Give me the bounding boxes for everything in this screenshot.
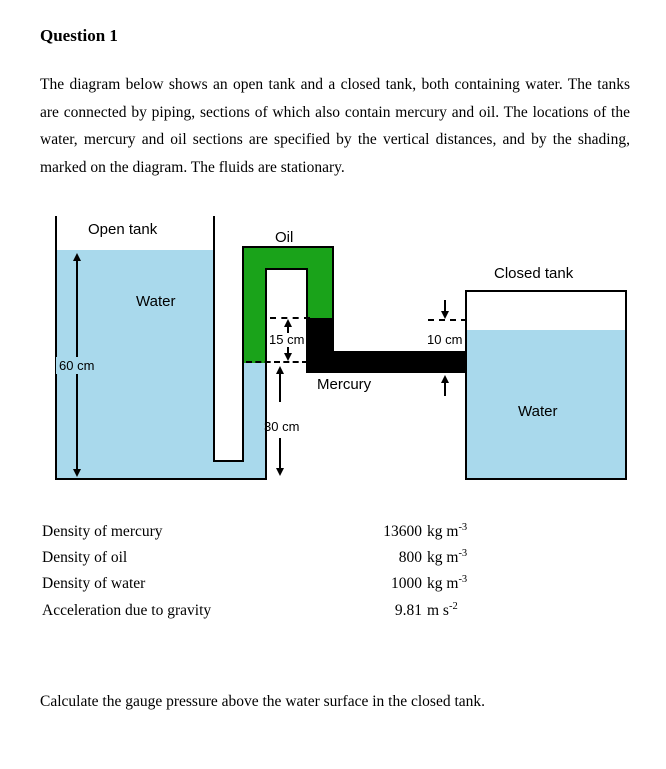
constant-value: 1000 kg $m^{-3}$: [391, 574, 468, 593]
open-tank-label: Open tank: [88, 221, 158, 238]
dim-10-label: 10 cm: [427, 332, 463, 347]
oil-label: Oil: [275, 229, 294, 246]
water-oil-level-dash: [246, 361, 308, 363]
dim-15-upper-arrow: [284, 319, 292, 333]
intro-paragraph: The diagram below shows an open tank and a closed tank, both containing water. The tanks are connected by piping, sections of which also contain mercury and oil. The locations of the water, mercury and oil sections are specified by the vertical distances, and by the shading, marked on the diagram. The fluids are stationary.: [40, 76, 630, 176]
channel-water-fill: [213, 462, 265, 478]
closed-tank-right-wall: [625, 290, 627, 480]
utube-outer-left-wall: [242, 246, 244, 462]
arrowhead-down-icon: [73, 469, 81, 477]
dim-15-lower-arrow: [284, 347, 292, 361]
utube-outer-right-wall: [332, 246, 334, 353]
question-title: Question 1: [40, 26, 118, 45]
utube-top-wall: [242, 246, 334, 248]
closed-tank-top-wall: [465, 290, 627, 292]
dim-30-lower-arrow: [276, 438, 284, 476]
closed-tank-bottom-wall: [465, 478, 627, 480]
exponent: -3: [458, 574, 468, 586]
dim-10-upper-arrow: [441, 300, 449, 319]
constant-label: Density of mercury: [42, 523, 163, 541]
constant-label: Acceleration due to gravity: [42, 601, 212, 619]
table-row: [42, 600, 612, 619]
channel-top-wall: [213, 460, 244, 462]
mercury-pipe-fill: [306, 351, 467, 373]
dim-30-upper-arrow: [276, 366, 284, 402]
mercury-limb-fill: [308, 318, 332, 353]
open-tank-right-wall: [213, 216, 215, 462]
open-tank-bottom-wall: [55, 478, 267, 480]
constants-table: [42, 522, 612, 627]
arrowhead-down-icon: [441, 311, 449, 319]
table-row: [42, 574, 612, 593]
open-tank-water-label: Water: [136, 293, 176, 310]
question-text: Calculate the gauge pressure above the water surface in the closed tank.: [40, 693, 486, 710]
dim-60-label: 60 cm: [56, 357, 97, 374]
constant-label: Density of oil: [42, 549, 128, 567]
arrowhead-down-icon: [284, 353, 292, 361]
exponent: -3: [458, 548, 468, 560]
arrowhead-down-icon: [276, 468, 284, 476]
dim-15-label: 15 cm: [269, 332, 305, 347]
oil-left-limb-fill: [244, 268, 265, 363]
table-row: [42, 522, 612, 541]
left-limb-water-fill: [244, 363, 265, 462]
closed-tank-level-dash: [428, 319, 467, 321]
utube-inner-left-wall: [265, 268, 267, 480]
closed-tank-label: Closed tank: [494, 265, 574, 282]
closed-tank-water-label: Water: [518, 403, 558, 420]
oil-top-fill: [244, 248, 332, 268]
utube-inner-right-wall: [306, 268, 308, 353]
table-row: [42, 548, 612, 567]
dim-30-label: 30 cm: [264, 419, 300, 434]
exponent: -2: [448, 600, 458, 612]
utube-inner-top-wall: [265, 268, 308, 270]
constant-label: Density of water: [42, 575, 146, 593]
constant-value: 9.81 m $s^{-2}$: [394, 600, 458, 619]
open-tank-left-wall: [55, 216, 57, 480]
oil-right-limb-fill: [308, 268, 332, 318]
exponent: -3: [458, 522, 468, 533]
dim-10-lower-arrow: [441, 375, 449, 396]
constant-value: 13600 kg $m^{-3}$: [383, 522, 468, 541]
mercury-label: Mercury: [317, 376, 372, 393]
constant-value: 800 kg $m^{-3}$: [398, 548, 468, 567]
